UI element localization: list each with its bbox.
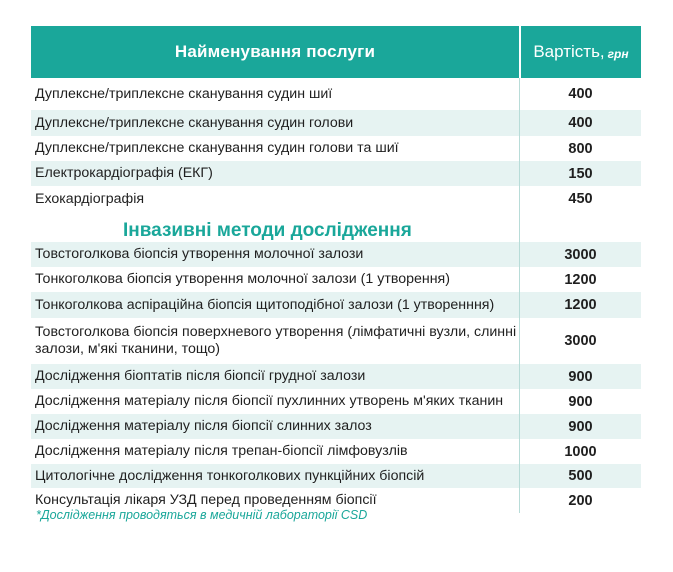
service-price: 1200	[519, 292, 641, 318]
service-price: 400	[519, 78, 641, 110]
price-header-unit: грн	[607, 46, 629, 61]
service-name: Дослідження біоптатів після біопсії грудної залози	[35, 368, 366, 384]
table-row	[31, 464, 641, 488]
service-name: Дуплексне/триплексне сканування судин шиї	[35, 85, 333, 102]
section-title: Інвазивні методи дослідження	[31, 212, 641, 242]
service-price: 400	[519, 110, 641, 136]
service-price: 900	[519, 364, 641, 389]
service-name: Дуплексне/триплексне сканування судин голови	[35, 114, 354, 131]
table-row	[31, 414, 641, 439]
service-price: 500	[519, 464, 641, 488]
service-name: Тонкоголкова аспіраційна біопсія щитоподібної залози (1 утворенння)	[35, 296, 495, 313]
table-row	[31, 78, 641, 110]
service-price: 900	[519, 389, 641, 414]
table-row	[31, 242, 641, 267]
service-name: Дослідження матеріалу після трепан-біопсії лімфовузлів	[35, 443, 408, 459]
table-header	[31, 26, 641, 78]
service-name: Дослідження матеріалу після біопсії слинних залоз	[35, 418, 372, 434]
service-column-header	[31, 26, 519, 78]
service-price: 1200	[519, 267, 641, 292]
invasive-rows	[31, 242, 641, 513]
table-row	[31, 318, 641, 364]
service-name: Товстоголкова біопсія утворення молочної залози	[35, 246, 364, 262]
table-row	[31, 364, 641, 389]
table-row	[31, 136, 641, 161]
table-row	[31, 389, 641, 414]
service-price: 3000	[519, 318, 641, 364]
service-price: 150	[519, 161, 641, 186]
table-row	[31, 267, 641, 292]
price-table	[31, 26, 641, 513]
footnote: *Дослідження проводяться в медичній лабораторії CSD	[36, 508, 368, 522]
table-row	[31, 439, 641, 464]
service-name: Електрокардіографія (ЕКГ)	[35, 165, 213, 181]
service-name: Дослідження матеріалу після біопсії пухлинних утворень м'яких тканин	[35, 393, 504, 409]
service-name: Дуплексне/триплексне сканування судин голови та шиї	[35, 140, 399, 156]
service-price: 450	[519, 186, 641, 212]
diagnostic-rows	[31, 78, 641, 212]
price-header-label: Вартість,	[533, 42, 605, 61]
service-name: Консультація лікаря УЗД перед проведенням біопсії	[35, 492, 377, 508]
service-header-label: Найменування послуги	[174, 42, 376, 61]
table-row	[31, 161, 641, 186]
service-name: Товстоголкова біопсія поверхневого утворення (лімфатичні вузли, слинні залози, м'які тканини, тощо)	[35, 324, 517, 357]
table-row	[31, 186, 641, 212]
table-row	[31, 292, 641, 318]
service-price: 900	[519, 414, 641, 439]
service-price: 1000	[519, 439, 641, 464]
table-row	[31, 110, 641, 136]
service-price: 3000	[519, 242, 641, 267]
service-name: Тонкоголкова біопсія утворення молочної залози (1 утворення)	[35, 271, 450, 287]
price-column-header	[519, 26, 641, 78]
service-name: Ехокардіографія	[35, 190, 145, 207]
service-name: Цитологічне дослідження тонкоголкових пункційних біопсій	[35, 467, 425, 484]
service-price: 800	[519, 136, 641, 161]
service-price: 200	[519, 488, 641, 513]
